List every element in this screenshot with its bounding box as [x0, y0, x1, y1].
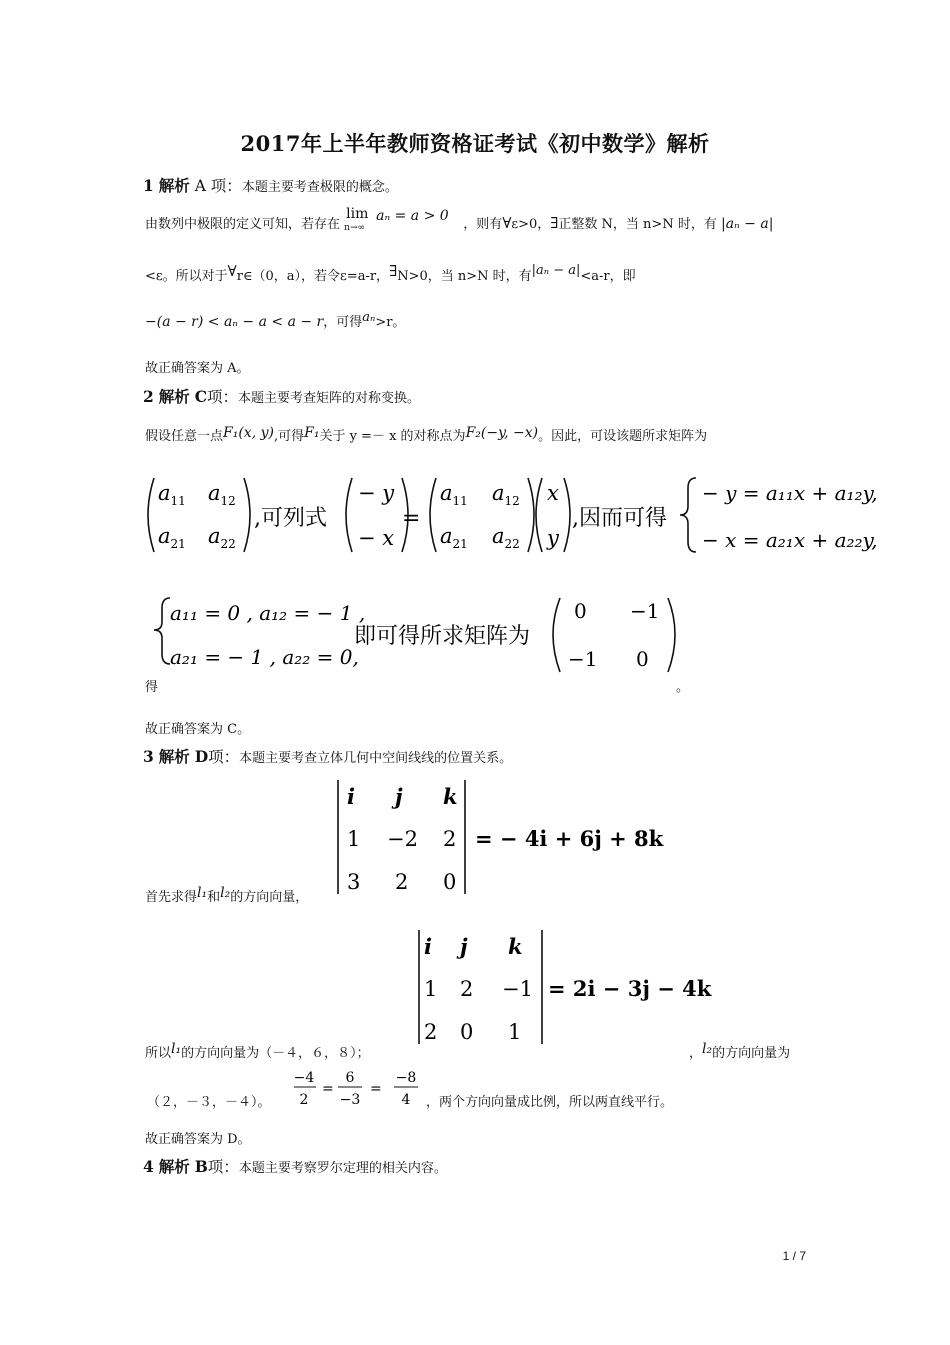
q3-option-suffix: 项：: [208, 748, 240, 766]
period: 。: [676, 680, 690, 695]
det2-cell: j: [460, 934, 468, 959]
equals: =: [370, 1081, 382, 1097]
paren-right: [564, 478, 570, 552]
q1-line-1: [145, 206, 774, 240]
ratio-fractions: [292, 1066, 432, 1112]
a21: $a_{21}$: [440, 524, 468, 551]
page-number: 1 / 7: [782, 1249, 806, 1263]
det1-cell: 1: [347, 827, 361, 851]
brace-left: [154, 598, 170, 664]
f2-point: F₂(−y, −x): [465, 425, 539, 441]
q4-jiexi-label: 解析: [158, 1157, 190, 1176]
q2-text: 。因此，可设该题所求矩阵为: [538, 429, 708, 444]
paren-left: [553, 598, 560, 672]
result-equation: [140, 592, 700, 684]
q3-text: ，: [689, 1046, 703, 1061]
q1-text: ，则有: [463, 217, 503, 232]
q3-vector-l2: （２，－３，－４）。: [147, 1095, 271, 1110]
q4-summary: 本题主要考察罗尔定理的相关内容。: [238, 1161, 447, 1176]
q4-option: B: [194, 1157, 208, 1176]
q3-line-2b: [689, 1041, 790, 1061]
q1-line-3: [145, 310, 405, 330]
forall-symbol: ∀: [502, 214, 512, 232]
det2-cell: −1: [502, 977, 533, 1001]
q4-heading: [143, 1155, 447, 1177]
q1-text: ε>0，: [511, 217, 551, 232]
q1-text: >r。: [375, 315, 406, 330]
det1-cell: j: [395, 784, 403, 809]
q2-option-suffix: 项：: [207, 388, 239, 406]
paren-left: [430, 478, 436, 552]
neg-x: − x: [358, 526, 395, 550]
q2-text: 假设任意一点: [145, 429, 224, 444]
exists-symbol: ∃: [389, 262, 398, 280]
paren-left: [536, 478, 542, 552]
a22: $a_{22}$: [208, 524, 236, 551]
det2-cell: 2: [460, 977, 474, 1001]
abs-expr: |aₙ − a|: [531, 263, 581, 278]
y-var: y: [547, 526, 559, 550]
q2-answer: 故正确答案为 C。: [145, 722, 251, 737]
q2-heading: [143, 385, 420, 407]
q2-option: C: [194, 387, 208, 406]
a21: $a_{21}$: [158, 524, 186, 551]
q4-number: 4: [143, 1157, 154, 1176]
frac3-den: 4: [401, 1092, 411, 1108]
q3-line-2: [145, 1041, 370, 1061]
q1-line-2: [145, 262, 636, 284]
det2-cell: 1: [424, 977, 438, 1001]
a11: $a_{11}$: [440, 481, 468, 508]
result-line-2: a₂₁ = − 1 , a₂₂ = 0,: [170, 645, 359, 669]
paren-left: [148, 478, 154, 552]
abs-expr: |aₙ − a|: [720, 216, 774, 232]
det2-cell: i: [424, 934, 432, 959]
q3-heading: [143, 745, 512, 767]
det2-result: = 2i − 3j − 4k: [548, 976, 712, 1001]
forall-symbol: ∀: [227, 262, 237, 280]
det2-cell: 2: [424, 1020, 438, 1044]
q1-jiexi-label: 解析: [158, 176, 190, 195]
paren-right: [244, 478, 250, 552]
q1-summary: 本题主要考查极限的概念。: [241, 180, 398, 195]
q3-text: 的方向向量为: [712, 1046, 791, 1061]
paren-right: [668, 598, 675, 672]
f1-point: F₁(x, y): [223, 425, 274, 441]
det2-cell: k: [508, 934, 523, 959]
q3-conclusion: ，两个方向向量成比例，所以两直线平行。: [426, 1095, 674, 1110]
jike-text: 即可得所求矩阵为: [354, 624, 531, 649]
q1-option: A 项：: [194, 177, 242, 195]
equals: =: [402, 506, 421, 531]
system-line-1: − y = a₁₁x + a₁₂y,: [702, 481, 878, 505]
lim-subscript: n→∞: [344, 223, 365, 233]
frac1-den: 2: [299, 1092, 309, 1108]
det1-cell: 2: [395, 870, 409, 894]
det2-cell: 1: [508, 1020, 522, 1044]
a11: $a_{11}$: [158, 481, 186, 508]
l2-label: l₂: [702, 1041, 713, 1057]
q3-number: 3: [143, 747, 154, 766]
q1-heading: [143, 174, 398, 196]
det1-cell: 0: [443, 870, 457, 894]
q3-text: 的方向向量，: [230, 890, 309, 905]
l1-label: l₁: [197, 885, 208, 901]
q1-text: ，可得: [323, 315, 363, 330]
q1-number: 1: [143, 176, 154, 195]
det1-cell: 3: [347, 870, 361, 894]
frac3-num: −8: [395, 1070, 417, 1086]
l2-label: l₂: [220, 885, 231, 901]
q1-text: r∈（0，a），若令ε=a-r，: [236, 269, 390, 284]
q2-summary: 本题主要考查矩阵的对称变换。: [238, 391, 421, 406]
de-text: 得: [145, 680, 159, 695]
f1-label: F₁: [304, 425, 320, 441]
q1-text: N>0，当 n>N 时，有: [397, 269, 532, 284]
x-var: x: [547, 481, 559, 505]
q2-text: 关于 y =－ x 的对称点为: [319, 429, 466, 444]
q3-option: D: [194, 747, 209, 766]
q2-text: ,可得: [273, 429, 305, 444]
a12: $a_{12}$: [208, 481, 236, 508]
an-expr: aₙ: [362, 310, 376, 325]
lim-expr: aₙ = a > 0: [376, 208, 449, 224]
q2-number: 2: [143, 387, 154, 406]
paren-left: [346, 478, 352, 552]
q4-option-suffix: 项：: [207, 1158, 239, 1176]
a22: $a_{22}$: [492, 524, 520, 551]
determinant-1: [335, 776, 665, 900]
a12: $a_{12}$: [492, 481, 520, 508]
q3-text: 的方向向量为（－４，６，８）；: [181, 1046, 370, 1061]
q3-jiexi-label: 解析: [158, 747, 190, 766]
q3-text: 和: [207, 890, 221, 905]
m11: 0: [636, 647, 649, 671]
q2-line-1: [145, 425, 707, 444]
determinant-2: [416, 926, 716, 1050]
limit-expression: [344, 206, 459, 236]
exists-symbol: ∃: [550, 214, 559, 232]
equals: =: [322, 1081, 334, 1097]
q1-text: <a-r，即: [580, 269, 636, 284]
det1-cell: k: [443, 784, 458, 809]
q3-line-1: [145, 885, 308, 905]
brace-left: [680, 478, 696, 552]
kelieshi-text: ,可列式: [254, 506, 327, 531]
paren-right: [528, 478, 534, 552]
det1-cell: i: [347, 784, 355, 809]
q1-text: 由数列中极限的定义可知，若存在: [145, 217, 341, 232]
q3-answer: 故正确答案为 D。: [145, 1132, 251, 1147]
frac2-num: 6: [345, 1070, 355, 1086]
m01: −1: [630, 599, 660, 623]
page-title: 2017年上半年教师资格证考试《初中数学》解析: [240, 131, 710, 156]
m10: −1: [568, 647, 598, 671]
q1-text: <ε。所以对于: [145, 269, 228, 284]
result-line-1: a₁₁ = 0 , a₁₂ = − 1 ,: [170, 601, 366, 625]
det1-cell: −2: [387, 827, 418, 851]
q1-answer: 故正确答案为 A。: [145, 361, 250, 376]
inequality-expr: −(a − r) < aₙ − a < a − r: [145, 314, 324, 330]
l1-label: l₁: [171, 1041, 182, 1057]
q2-jiexi-label: 解析: [158, 387, 190, 406]
frac1-num: −4: [293, 1070, 315, 1086]
m00: 0: [574, 599, 587, 623]
yinerkede-text: ,因而可得: [572, 506, 667, 531]
q1-text: 正整数 N，当 n>N 时，有: [558, 217, 717, 232]
det1-cell: 2: [443, 827, 457, 851]
det2-cell: 0: [460, 1020, 474, 1044]
system-line-2: − x = a₂₁x + a₂₂y,: [702, 528, 878, 552]
q3-summary: 本题主要考查立体几何中空间线线的位置关系。: [239, 751, 513, 766]
q3-text: 首先求得: [145, 890, 198, 905]
frac2-den: −3: [339, 1092, 361, 1108]
q3-text: 所以: [145, 1046, 172, 1061]
lim-label: lim: [346, 206, 369, 222]
matrix-equation: [140, 470, 900, 565]
det1-result: = − 4i + 6j + 8k: [475, 826, 664, 851]
neg-y: − y: [358, 481, 395, 505]
